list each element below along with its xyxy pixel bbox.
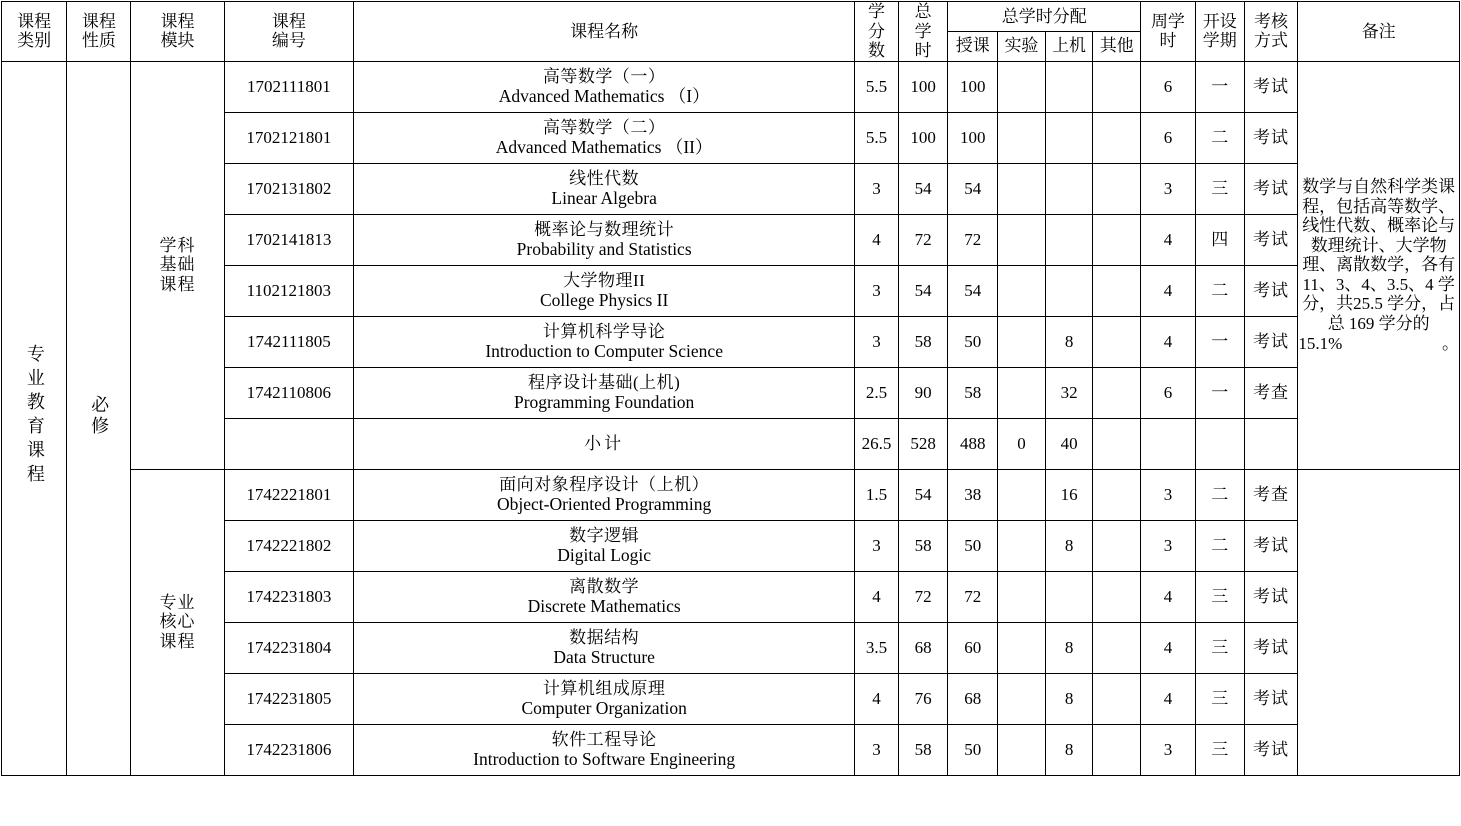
cell-credits: 3	[855, 724, 898, 775]
course-name-cn: 大学物理II	[562, 270, 646, 290]
cell-total-hours: 54	[898, 265, 948, 316]
course-name-en: Discrete Mathematics	[527, 596, 681, 617]
cell-course-code: 1702131802	[224, 163, 353, 214]
cell-credits: 1.5	[855, 469, 898, 520]
cell-credits: 3	[855, 265, 898, 316]
cell-other-hours	[1093, 214, 1141, 265]
cell-subtotal-label: 小计	[354, 418, 855, 469]
cell-credits: 4	[855, 214, 898, 265]
course-name-cn: 离散数学	[569, 576, 640, 596]
header-other: 其他	[1093, 31, 1141, 61]
cell-experiment-hours	[998, 622, 1046, 673]
cell-weekly-hours: 3	[1141, 520, 1196, 571]
cell-subtotal-assessment	[1244, 418, 1298, 469]
cell-assessment: 考试	[1244, 163, 1298, 214]
cell-total-hours: 100	[898, 112, 948, 163]
cell-course-name	[354, 469, 855, 520]
cell-experiment-hours	[998, 265, 1046, 316]
cell-credits: 4	[855, 571, 898, 622]
header-experiment: 实验	[998, 31, 1046, 61]
cell-term: 二	[1195, 520, 1244, 571]
cell-computer-hours	[1045, 112, 1093, 163]
cell-total-hours: 58	[898, 316, 948, 367]
cell-computer-hours: 8	[1045, 316, 1093, 367]
header-term-line2: 学期	[1202, 31, 1237, 51]
cell-course-code: 1742221802	[224, 520, 353, 571]
cell-lecture-hours: 50	[948, 724, 998, 775]
header-course-module	[131, 2, 224, 62]
cell-weekly-hours: 4	[1141, 673, 1196, 724]
cell-course-code: 1742231805	[224, 673, 353, 724]
cell-course-code: 1702141813	[224, 214, 353, 265]
cell-course-code: 1742110806	[224, 367, 353, 418]
course-name-en: Programming Foundation	[513, 392, 695, 413]
cell-term: 三	[1195, 622, 1244, 673]
cell-weekly-hours: 4	[1141, 622, 1196, 673]
header-course-category-line2: 类别	[17, 31, 52, 51]
header-course-code-line1: 课程	[271, 11, 306, 31]
cell-term: 一	[1195, 367, 1244, 418]
cell-course-code: 1102121803	[224, 265, 353, 316]
cell-assessment: 考试	[1244, 520, 1298, 571]
cell-subtotal-other	[1093, 418, 1141, 469]
header-remark: 备注	[1298, 2, 1460, 62]
cell-course-name	[354, 112, 855, 163]
cell-total-hours: 72	[898, 214, 948, 265]
cell-course-name	[354, 265, 855, 316]
header-course-category-line1: 课程	[17, 11, 52, 31]
cell-experiment-hours	[998, 673, 1046, 724]
cell-weekly-hours: 3	[1141, 469, 1196, 520]
course-name-en: Data Structure	[553, 647, 655, 668]
cell-lecture-hours: 54	[948, 265, 998, 316]
header-total-hours-line3: 时	[914, 41, 932, 61]
cell-experiment-hours	[998, 469, 1046, 520]
course-name-cn: 线性代数	[569, 168, 640, 188]
cell-total-hours: 58	[898, 520, 948, 571]
cell-weekly-hours: 3	[1141, 724, 1196, 775]
cell-experiment-hours	[998, 520, 1046, 571]
header-total-hours	[898, 2, 948, 62]
cell-course-code: 1742231806	[224, 724, 353, 775]
header-course-nature-line2: 性质	[81, 31, 116, 51]
cell-lecture-hours: 58	[948, 367, 998, 418]
cell-experiment-hours	[998, 367, 1046, 418]
cell-term: 一	[1195, 61, 1244, 112]
cell-other-hours	[1093, 469, 1141, 520]
course-name-en: Advanced Mathematics （II）	[495, 137, 713, 158]
module-core-line3: 课程	[159, 631, 196, 651]
cell-assessment: 考试	[1244, 265, 1298, 316]
cell-course-code: 1742111805	[224, 316, 353, 367]
cell-subtotal-weekly	[1141, 418, 1196, 469]
header-assessment-line1: 考核	[1253, 11, 1288, 31]
cell-assessment: 考试	[1244, 61, 1298, 112]
cell-computer-hours	[1045, 61, 1093, 112]
cell-subtotal-term	[1195, 418, 1244, 469]
course-name-cn: 计算机科学导论	[542, 321, 666, 341]
header-course-module-line2: 模块	[160, 31, 195, 51]
cell-total-hours: 54	[898, 163, 948, 214]
course-name-en: Computer Organization	[521, 698, 687, 719]
cell-module-core	[131, 469, 224, 775]
cell-lecture-hours: 100	[948, 112, 998, 163]
cell-course-name	[354, 520, 855, 571]
header-hours-distribution: 总学时分配	[948, 2, 1141, 32]
cell-experiment-hours	[998, 112, 1046, 163]
cell-assessment: 考试	[1244, 214, 1298, 265]
cell-other-hours	[1093, 316, 1141, 367]
course-name-en: College Physics II	[539, 290, 669, 311]
header-course-nature-line1: 课程	[81, 11, 116, 31]
cell-term: 三	[1195, 724, 1244, 775]
cell-computer-hours: 16	[1045, 469, 1093, 520]
cell-course-name	[354, 571, 855, 622]
course-name-cn: 数据结构	[569, 627, 640, 647]
cell-course-code: 1742221801	[224, 469, 353, 520]
table-row	[2, 469, 1460, 520]
header-computer-lab: 上机	[1045, 31, 1093, 61]
module-basic-line3: 课程	[159, 274, 196, 294]
curriculum-table	[1, 1, 1460, 776]
cell-assessment: 考查	[1244, 469, 1298, 520]
course-name-cn: 程序设计基础(上机)	[527, 372, 681, 392]
cell-computer-hours	[1045, 571, 1093, 622]
cell-course-code: 1742231803	[224, 571, 353, 622]
cell-other-hours	[1093, 520, 1141, 571]
cell-term: 二	[1195, 469, 1244, 520]
cell-computer-hours: 8	[1045, 622, 1093, 673]
cell-remark-core	[1298, 469, 1460, 775]
cell-other-hours	[1093, 673, 1141, 724]
cell-term: 三	[1195, 571, 1244, 622]
cell-weekly-hours: 3	[1141, 163, 1196, 214]
cell-credits: 5.5	[855, 61, 898, 112]
cell-term: 二	[1195, 112, 1244, 163]
cell-weekly-hours: 6	[1141, 112, 1196, 163]
cell-computer-hours: 8	[1045, 673, 1093, 724]
module-core-line2: 核心	[159, 612, 196, 632]
course-name-en: Introduction to Software Engineering	[473, 749, 736, 770]
cell-other-hours	[1093, 367, 1141, 418]
cell-course-code: 1742231804	[224, 622, 353, 673]
header-total-hours-line2: 学	[914, 21, 932, 41]
cell-assessment: 考试	[1244, 112, 1298, 163]
course-name-en: Object-Oriented Programming	[496, 494, 712, 515]
cell-total-hours: 54	[898, 469, 948, 520]
cell-other-hours	[1093, 112, 1141, 163]
cell-lecture-hours: 72	[948, 571, 998, 622]
cell-course-name	[354, 214, 855, 265]
course-nature-text: 必修	[89, 394, 110, 437]
cell-computer-hours: 8	[1045, 724, 1093, 775]
cell-experiment-hours	[998, 724, 1046, 775]
cell-course-nature-value	[67, 61, 131, 775]
course-name-cn: 数字逻辑	[569, 525, 640, 545]
cell-subtotal-hours: 528	[898, 418, 948, 469]
cell-course-name	[354, 163, 855, 214]
cell-total-hours: 68	[898, 622, 948, 673]
cell-total-hours: 76	[898, 673, 948, 724]
cell-term: 一	[1195, 316, 1244, 367]
cell-course-name	[354, 61, 855, 112]
cell-assessment: 考试	[1244, 316, 1298, 367]
cell-computer-hours	[1045, 214, 1093, 265]
cell-subtotal-experiment: 0	[998, 418, 1046, 469]
header-assessment	[1244, 2, 1298, 62]
cell-course-name	[354, 367, 855, 418]
cell-other-hours	[1093, 724, 1141, 775]
course-name-en: Linear Algebra	[551, 188, 657, 209]
cell-credits: 5.5	[855, 112, 898, 163]
cell-course-category-value	[2, 61, 67, 775]
header-course-code	[224, 2, 353, 62]
header-course-nature	[67, 2, 131, 62]
cell-credits: 3	[855, 520, 898, 571]
cell-weekly-hours: 4	[1141, 214, 1196, 265]
cell-lecture-hours: 50	[948, 316, 998, 367]
course-name-en: Digital Logic	[557, 545, 652, 566]
cell-experiment-hours	[998, 214, 1046, 265]
course-category-text: 专业教育课程	[24, 343, 45, 488]
cell-total-hours: 100	[898, 61, 948, 112]
cell-experiment-hours	[998, 163, 1046, 214]
header-course-module-line1: 课程	[160, 11, 195, 31]
cell-course-code: 1702121801	[224, 112, 353, 163]
cell-other-hours	[1093, 265, 1141, 316]
cell-credits: 3.5	[855, 622, 898, 673]
course-name-en: Probability and Statistics	[516, 239, 692, 260]
module-basic-line2: 基础	[159, 255, 196, 275]
cell-lecture-hours: 38	[948, 469, 998, 520]
table-header-row-1	[2, 2, 1460, 32]
cell-experiment-hours	[998, 61, 1046, 112]
cell-lecture-hours: 54	[948, 163, 998, 214]
cell-credits: 3	[855, 163, 898, 214]
cell-term: 三	[1195, 673, 1244, 724]
course-name-en: Advanced Mathematics （I）	[498, 86, 710, 107]
cell-assessment: 考试	[1244, 622, 1298, 673]
cell-subtotal-credits: 26.5	[855, 418, 898, 469]
table-row	[2, 61, 1460, 112]
cell-module-basic	[131, 61, 224, 469]
cell-weekly-hours: 4	[1141, 316, 1196, 367]
cell-weekly-hours: 4	[1141, 265, 1196, 316]
header-course-code-line2: 编号	[271, 31, 306, 51]
header-weekly-hours	[1141, 2, 1196, 62]
cell-computer-hours	[1045, 265, 1093, 316]
header-course-category	[2, 2, 67, 62]
curriculum-sheet	[0, 1, 1461, 826]
cell-total-hours: 90	[898, 367, 948, 418]
course-name-en: Introduction to Computer Science	[485, 341, 723, 362]
module-basic-line1: 学科	[159, 235, 196, 255]
cell-lecture-hours: 68	[948, 673, 998, 724]
header-credits-line2: 分	[867, 21, 885, 41]
cell-experiment-hours	[998, 316, 1046, 367]
cell-other-hours	[1093, 571, 1141, 622]
cell-assessment: 考试	[1244, 673, 1298, 724]
cell-remark-basic: 数学与自然科学类课程，包括高等数学、线性代数、概率论与数理统计、大学物理、离散数学，各有 11、3、4、3.5、4 学分，共25.5 学分，占总 169 学分的15.1%。	[1298, 61, 1460, 469]
cell-course-code: 1702111801	[224, 61, 353, 112]
course-name-cn: 软件工程导论	[551, 729, 657, 749]
cell-subtotal-computer: 40	[1045, 418, 1093, 469]
cell-assessment: 考试	[1244, 571, 1298, 622]
header-term	[1195, 2, 1244, 62]
cell-lecture-hours: 60	[948, 622, 998, 673]
module-core-line1: 专业	[159, 592, 196, 612]
cell-course-code-empty	[224, 418, 353, 469]
cell-course-name	[354, 673, 855, 724]
cell-computer-hours	[1045, 163, 1093, 214]
header-credits-line1: 学	[867, 2, 885, 21]
cell-experiment-hours	[998, 571, 1046, 622]
header-weekly-hours-line2: 时	[1159, 31, 1177, 51]
cell-other-hours	[1093, 163, 1141, 214]
header-credits-line3: 数	[867, 41, 885, 61]
course-name-cn: 计算机组成原理	[542, 678, 666, 698]
cell-lecture-hours: 100	[948, 61, 998, 112]
cell-weekly-hours: 6	[1141, 367, 1196, 418]
cell-weekly-hours: 4	[1141, 571, 1196, 622]
cell-lecture-hours: 50	[948, 520, 998, 571]
cell-course-name	[354, 316, 855, 367]
header-assessment-line2: 方式	[1253, 31, 1288, 51]
course-name-cn: 高等数学（二）	[542, 117, 666, 137]
cell-course-name	[354, 724, 855, 775]
header-lecture: 授课	[948, 31, 998, 61]
header-course-name: 课程名称	[354, 2, 855, 62]
header-term-line1: 开设	[1202, 11, 1237, 31]
cell-term: 二	[1195, 265, 1244, 316]
course-name-cn: 面向对象程序设计（上机）	[499, 474, 710, 494]
cell-computer-hours: 8	[1045, 520, 1093, 571]
cell-subtotal-lecture: 488	[948, 418, 998, 469]
cell-total-hours: 72	[898, 571, 948, 622]
header-total-hours-line1: 总	[914, 2, 932, 21]
cell-term: 三	[1195, 163, 1244, 214]
cell-weekly-hours: 6	[1141, 61, 1196, 112]
cell-credits: 3	[855, 316, 898, 367]
cell-other-hours	[1093, 622, 1141, 673]
course-name-cn: 概率论与数理统计	[534, 219, 675, 239]
cell-credits: 4	[855, 673, 898, 724]
header-credits	[855, 2, 898, 62]
cell-total-hours: 58	[898, 724, 948, 775]
cell-assessment: 考查	[1244, 367, 1298, 418]
cell-lecture-hours: 72	[948, 214, 998, 265]
cell-term: 四	[1195, 214, 1244, 265]
cell-course-name	[354, 622, 855, 673]
cell-computer-hours: 32	[1045, 367, 1093, 418]
course-name-cn: 高等数学（一）	[542, 66, 666, 86]
cell-credits: 2.5	[855, 367, 898, 418]
header-weekly-hours-line1: 周学	[1150, 11, 1185, 31]
cell-assessment: 考试	[1244, 724, 1298, 775]
cell-other-hours	[1093, 61, 1141, 112]
